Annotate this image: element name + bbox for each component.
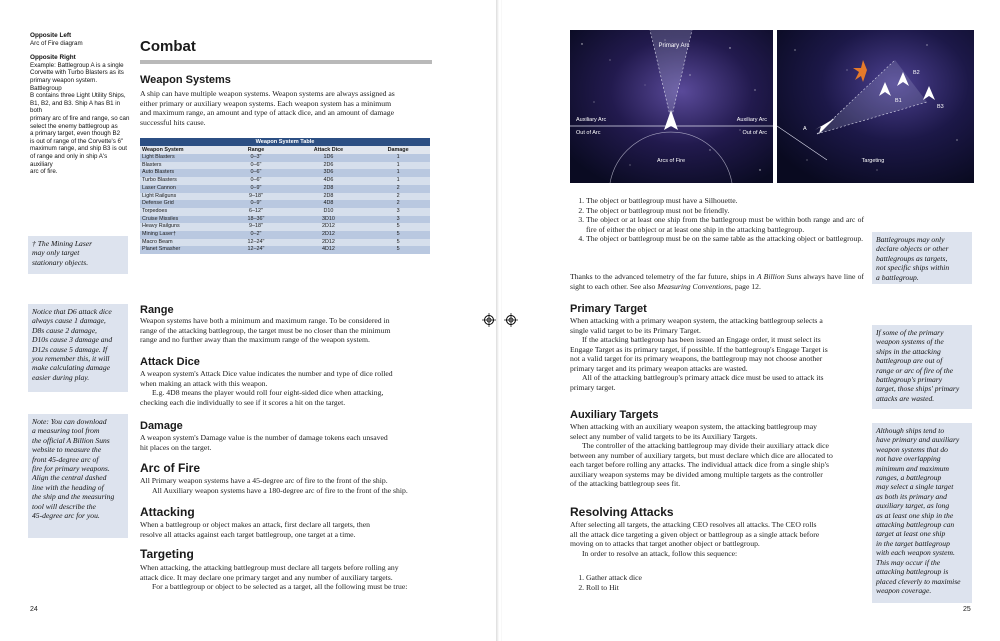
- heading-resolving-attacks: Resolving Attacks: [570, 505, 674, 519]
- caption-line: B contains three Light Utility Ships,: [30, 92, 126, 100]
- table-cell: 2: [366, 200, 430, 208]
- table-cell: 5: [366, 231, 430, 239]
- table-cell: 0–9": [221, 185, 291, 193]
- heading-primary-target: Primary Target: [570, 303, 647, 315]
- caption-opp-right-title: Opposite Right: [30, 54, 76, 62]
- left-page: [0, 0, 498, 641]
- book-title: A Billion Suns: [756, 272, 802, 281]
- caption-line: of range and only in ship A's auxiliary: [30, 152, 108, 168]
- table-cell: Light Blasters: [140, 154, 221, 162]
- step-item: 1. Gather attack dice: [586, 573, 864, 583]
- table-cell: Torpedoes: [140, 208, 221, 216]
- targeting-image: [777, 30, 974, 183]
- sidebar-note-mining-laser: † The Mining Laser may only target stationary objects.: [28, 236, 128, 274]
- table-cell: 5: [366, 239, 430, 247]
- table-cell: 5: [366, 246, 430, 254]
- table-row: [140, 162, 430, 170]
- right-page: [502, 0, 1000, 641]
- condition-item: 3. The object or at least one ship from the battlegroup must be within both range and arc of fire of either the object or at least one ship in the attacking battlegroup.: [586, 215, 864, 234]
- para-auxiliary-targets: When attacking with an auxiliary weapon system, the attacking battlegroup may select any number of valid targets to be its Auxiliary Targets. The controller of the attacking battlegroup may divide their auxiliary attack dice between any number of auxiliary targets, but must declare which dice are allocated to each target before rolling any attacks. The individual attack dice from a single ship's auxiliary weapon systems may be divided among multiple targets as the controller of the attacking battlegroup sees fit.: [570, 422, 833, 489]
- table-cell: 3: [366, 216, 430, 224]
- step-item: 2. Roll to Hit: [586, 583, 864, 593]
- table-header: Weapon System: [140, 146, 221, 154]
- registration-mark-icon: [482, 313, 496, 327]
- caption-line: Corvette with Turbo Blasters as its: [30, 69, 124, 77]
- heading-attack-dice: Attack Dice: [140, 356, 200, 368]
- label-auxiliary-arc-right: Auxiliary Arc: [736, 117, 767, 123]
- caption-opp-left-text: Arc of Fire diagram: [30, 39, 83, 47]
- page-number-right: 25: [963, 606, 971, 613]
- table-cell: 9–18": [221, 193, 291, 201]
- table-cell: 2D12: [291, 239, 366, 247]
- table-cell: 2D12: [291, 231, 366, 239]
- table-cell: Mining Laser†: [140, 231, 221, 239]
- table-row: [140, 216, 430, 224]
- table-cell: Macro Beam: [140, 239, 221, 247]
- sidebar-note-wasted-attacks: If some of the primary weapon systems of the ships in the attacking battlegroup are out of range or arc of fire of the battlegroup's primary target, those ships' primary attacks are wasted.: [872, 325, 972, 409]
- table-cell: Light Railguns: [140, 193, 221, 201]
- resolve-steps-list: [570, 573, 864, 592]
- arc-of-fire-diagram: [570, 30, 773, 183]
- side-caption: [30, 32, 130, 176]
- heading-range: Range: [140, 304, 174, 316]
- table-cell: 1: [366, 154, 430, 162]
- para-range: Weapon systems have both a minimum and maximum range. To be considered in range of the attacking battlegroup, the target must be no closer than the minimum range and no further away than the maximum range of the weapon system.: [140, 316, 391, 345]
- label-out-of-arc-right: Out of Arc: [742, 130, 767, 136]
- table-row: [140, 154, 430, 162]
- para-arc-of-fire: All Primary weapon systems have a 45-degree arc of fire to the front of the ship. All Auxiliary weapon systems have a 180-degree arc of fire to the front of the ship.: [140, 476, 408, 495]
- table-cell: 0–2": [221, 231, 291, 239]
- table-header: Range: [221, 146, 291, 154]
- sidebar-note-battlegroup-targets: Battlegroups may only declare objects or other battlegroups as targets, not specific ships within a battlegroup.: [872, 232, 972, 284]
- arc-of-fire-image: [570, 30, 773, 183]
- heading-targeting: Targeting: [140, 547, 194, 561]
- condition-item: 2. The object or battlegroup must not be friendly.: [586, 206, 864, 216]
- table-row: [140, 177, 430, 185]
- table-header-row: [140, 146, 430, 154]
- table-cell: Defense Grid: [140, 200, 221, 208]
- caption-line: is out of range of the Corvette's 6": [30, 137, 124, 145]
- table-header: Attack Dice: [291, 146, 366, 154]
- title-rule: [140, 60, 432, 64]
- label-auxiliary-arc: Auxiliary Arc: [576, 117, 607, 123]
- para-weapon-systems: A ship can have multiple weapon systems. Weapon systems are always assigned as either primary or auxiliary weapon systems. Each weapon system has a minimum and maximum range, an amount and type of attack dice, and an amount of damage successful hits cause.: [140, 89, 395, 127]
- heading-weapon-systems: Weapon Systems: [140, 74, 231, 86]
- table-cell: 2: [366, 185, 430, 193]
- caption-line: select the enemy battlegroup as: [30, 122, 118, 130]
- table-cell: 4D6: [291, 177, 366, 185]
- table-row: [140, 223, 430, 231]
- target-conditions-list: [570, 196, 864, 244]
- heading-attacking: Attacking: [140, 505, 195, 519]
- label-a: A: [803, 126, 807, 132]
- page-title: Combat: [140, 38, 196, 55]
- label-arcs-of-fire: Arcs of Fire: [656, 158, 686, 164]
- table-cell: 5: [366, 223, 430, 231]
- table-cell: 0–6": [221, 169, 291, 177]
- table-cell: D10: [291, 208, 366, 216]
- table-row: [140, 200, 430, 208]
- caption-line: maximum range, and ship B3 is out: [30, 145, 127, 153]
- condition-item: 4. The object or battlegroup must be on the same table as the attacking object or battlegroup.: [586, 234, 864, 244]
- para-attacking: When a battlegroup or object makes an attack, first declare all targets, then resolve all attacks against each target battlegroup, one target at a time.: [140, 520, 370, 539]
- registration-mark-icon: [504, 313, 518, 327]
- table-row: [140, 239, 430, 247]
- table-cell: Turbo Blasters: [140, 177, 221, 185]
- label-b3: B3: [937, 104, 944, 110]
- caption-line: arc of fire.: [30, 168, 58, 176]
- table-cell: Planet Smasher: [140, 246, 221, 254]
- sidebar-note-overlapping-ranges: Although ships tend to have primary and auxiliary weapon systems that do not have overlapping minimum and maximum ranges, a battlegroup may select a single target as both its primary and auxiliary target, as long as at least one ship in the attacking battlegroup can target at least one ship in the target battlegroup with each weapon system. This may occur if the attacking battlegroup is placed cleverly to maximise weapon coverage.: [872, 423, 972, 603]
- table-cell: Heavy Railguns: [140, 223, 221, 231]
- table-cell: 1: [366, 162, 430, 170]
- table-row: [140, 169, 430, 177]
- targeting-diagram: [777, 30, 974, 183]
- table-cell: 12–24": [221, 246, 291, 254]
- table-row: [140, 193, 430, 201]
- table-cell: 0–6": [221, 162, 291, 170]
- table-cell: Laser Cannon: [140, 185, 221, 193]
- table-cell: 4D12: [291, 246, 366, 254]
- table-cell: Auto Blasters: [140, 169, 221, 177]
- table-cell: 3D6: [291, 169, 366, 177]
- table-cell: 3D10: [291, 216, 366, 224]
- para-telemetry: Thanks to the advanced telemetry of the far future, ships in A Billion Suns always have line of sight to each other. See also Measuring Conventions, page 12.: [570, 272, 864, 291]
- table-cell: 4D8: [291, 200, 366, 208]
- sidebar-note-measuring-tool: Note: You can download a measuring tool from the official A Billion Suns website to measure the front 45-degree arc of fire for primary weapons. Align the central dashed line with the heading of the ship and the measuring tool will describe the 45-degree arc for you.: [28, 414, 128, 538]
- table-cell: 2D6: [291, 162, 366, 170]
- condition-item: 1. The object or battlegroup must have a Silhouette.: [586, 196, 864, 206]
- table-cell: 2D8: [291, 193, 366, 201]
- table-row: [140, 246, 430, 254]
- table-cell: 0–6": [221, 177, 291, 185]
- table-cell: 2: [366, 193, 430, 201]
- label-primary-arc: Primary Arc: [658, 43, 690, 49]
- label-targeting: Targeting: [861, 158, 885, 164]
- table-row: [140, 185, 430, 193]
- para-attack-dice: A weapon system's Attack Dice value indicates the number and type of dice rolled when making an attack with this weapon. E.g. 4D8 means the player would roll four eight-sided dice when attacking, checking each die individually to see if it scores a hit on the target.: [140, 369, 393, 407]
- table-cell: 0–3": [221, 154, 291, 162]
- label-out-of-arc: Out of Arc: [576, 130, 601, 136]
- table-body: [140, 154, 430, 254]
- para-damage: A weapon system's Damage value is the number of damage tokens each unsaved hit places on the target.: [140, 433, 388, 452]
- table-cell: 18–36": [221, 216, 291, 224]
- caption-opp-left-title: Opposite Left: [30, 32, 72, 39]
- table-caption: Weapon System Table: [140, 138, 430, 146]
- weapon-system-table: [140, 138, 430, 254]
- table-cell: 2D8: [291, 185, 366, 193]
- page-number-left: 24: [30, 606, 38, 613]
- sidebar-note-damage: Notice that D6 attack dice always cause 1 damage, D8s cause 2 damage, D10s cause 3 damage and D12s cause 5 damage. If you remember this, it will make calculating damage easier during play.: [28, 304, 128, 392]
- caption-line: a primary target, even though B2: [30, 130, 121, 138]
- heading-damage: Damage: [140, 420, 183, 432]
- table-cell: 1D6: [291, 154, 366, 162]
- table-cell: 3: [366, 208, 430, 216]
- para-targeting: When attacking, the attacking battlegroup must declare all targets before rolling any attack dice. It may declare one primary target and any number of auxiliary targets. For a battlegroup or object to be selected as a target, all the following must be true:: [140, 563, 408, 592]
- table-row: [140, 231, 430, 239]
- table-row: [140, 208, 430, 216]
- table-cell: 9–18": [221, 223, 291, 231]
- table-cell: 12–24": [221, 239, 291, 247]
- label-b2: B2: [913, 70, 920, 76]
- table-cell: 6–12": [221, 208, 291, 216]
- table-cell: 2D12: [291, 223, 366, 231]
- heading-arc-of-fire: Arc of Fire: [140, 461, 201, 475]
- para-resolving-attacks: After selecting all targets, the attacking CEO resolves all attacks. The CEO rolls all the attack dice targeting a given object or battlegroup as a single attack before moving on to attacks that target another object or battlegroup. In order to resolve an attack, follow this sequence:: [570, 520, 820, 558]
- caption-line: primary arc of fire and range, so can: [30, 114, 130, 122]
- table-cell: 1: [366, 169, 430, 177]
- table-header: Damage: [366, 146, 430, 154]
- cross-reference: Measuring Conventions: [657, 281, 731, 291]
- caption-line: B1, B2, and B3. Ship A has B1 in both: [30, 99, 121, 115]
- caption-line: primary weapon system. Battlegroup: [30, 76, 98, 92]
- heading-auxiliary-targets: Auxiliary Targets: [570, 409, 659, 421]
- table-cell: 0–9": [221, 200, 291, 208]
- table-cell: Cruise Missiles: [140, 216, 221, 224]
- table-cell: Blasters: [140, 162, 221, 170]
- table-cell: 1: [366, 177, 430, 185]
- label-b1: B1: [895, 98, 902, 104]
- para-primary-target: When attacking with a primary weapon system, the attacking battlegroup selects a single valid target to be its Primary Target. If the attacking battlegroup has been issued an Engage order, it must select its Engage Target as its primary target, if possible. If the battlegroup's Engage Target is not a valid target for its primary weapons, the battlegroup may not choose another primary target and its primary weapon attacks are wasted. All of the attacking battlegroup's primary attack dice must be used to attack its primary target.: [570, 316, 828, 392]
- caption-line: Example: Battlegroup A is a single: [30, 61, 124, 69]
